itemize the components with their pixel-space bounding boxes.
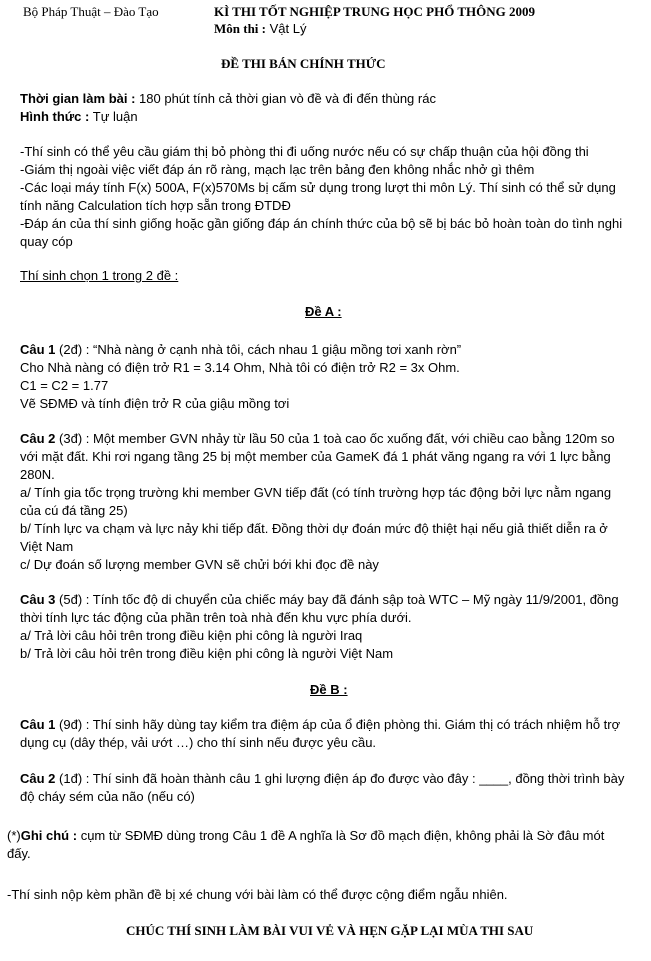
question-text: dụng cụ (dây thép, vải ướt …) cho thí sinh nếu được yêu cầu. xyxy=(20,735,377,750)
extra-rule: -Thí sinh nộp kèm phần đề bị xé chung với bài làm có thể được cộng điểm ngẫu nhiên. xyxy=(7,887,508,902)
de-a-question-1 xyxy=(20,341,640,413)
footnote-text: đấy. xyxy=(7,846,31,861)
question-label: Câu 2 xyxy=(20,431,56,446)
rule-line: -Thí sinh có thể yêu cầu giám thị bỏ phòng thi đi uống nước nếu có sự chấp thuận của hội đồng thi xyxy=(20,144,589,159)
question-text: c/ Dự đoán số lượng member GVN sẽ chửi bới khi đọc đề này xyxy=(20,557,379,572)
question-text: C1 = C2 = 1.77 xyxy=(20,378,109,393)
rule-line: -Giám thị ngoài việc viết đáp án rõ ràng, mạch lạc trên bảng đen không nhắc nhở gì thêm xyxy=(20,162,535,177)
question-label: Câu 2 xyxy=(20,771,56,786)
rule-line: -Đáp án của thí sinh giống hoặc gần giống đáp án chính thức của bộ sẽ bị bác bỏ hoàn toàn do tình nghi xyxy=(20,216,623,231)
question-points: (9đ) : xyxy=(59,717,90,732)
format-line xyxy=(20,108,640,126)
de-b-question-1 xyxy=(20,716,640,752)
time-value: 180 phút tính cả thời gian vò đề và đi đến thùng rác xyxy=(139,91,436,106)
question-text: Thí sinh hãy dùng tay kiểm tra điệm áp của ổ điện phòng thi. Giám thị có trách nhiệm hỗ trợ xyxy=(92,717,621,732)
question-text: của cú đá tầng 25) xyxy=(20,503,128,518)
question-text: Vẽ SĐMĐ và tính điện trở R của giậu mồng tơi xyxy=(20,396,290,411)
subject-value: Vật Lý xyxy=(269,21,307,36)
question-text: “Nhà nàng ở cạnh nhà tôi, cách nhau 1 giậu mồng tơi xanh rờn” xyxy=(93,342,462,357)
format-label: Hình thức : xyxy=(20,109,90,124)
de-a-question-2 xyxy=(20,430,640,574)
format-value: Tự luận xyxy=(92,109,138,124)
official-heading: ĐỀ THI BÁN CHÍNH THỨC xyxy=(221,56,386,71)
question-text: b/ Tính lực va chạm và lực nảy khi tiếp đất. Đồng thời dự đoán mức độ thiệt hại nếu giả thiết diễn ra ở xyxy=(20,521,608,536)
question-text: Tính tốc độ di chuyển của chiếc máy bay đã đánh sập toà WTC – Mỹ ngày 11/9/2001, đồng xyxy=(92,592,619,607)
question-points: (3đ) : xyxy=(59,431,90,446)
question-points: (2đ) : xyxy=(59,342,90,357)
subject-label: Môn thi : xyxy=(214,21,266,36)
footnote-marker: (*) xyxy=(7,828,21,843)
de-a-question-3 xyxy=(20,591,640,663)
footnote xyxy=(7,827,647,863)
question-text: độ cháy sém của não (nếu có) xyxy=(20,789,195,804)
question-text: a/ Trả lời câu hỏi trên trong điều kiện phi công là người Iraq xyxy=(20,628,363,643)
exam-meta xyxy=(20,90,640,126)
question-label: Câu 1 xyxy=(20,717,56,732)
de-b-title: Đề B : xyxy=(310,682,348,697)
ministry-name: Bộ Pháp Thuật – Đào Tạo xyxy=(23,4,159,19)
de-b-question-2 xyxy=(20,770,640,806)
question-text: a/ Tính gia tốc trọng trường khi member GVN tiếp đất (có tính trường hợp tác động bởi lực nằm ngang xyxy=(20,485,612,500)
rule-line: quay cóp xyxy=(20,234,73,249)
choose-instruction: Thí sinh chọn 1 trong 2 đề : xyxy=(20,268,179,283)
question-text: với mặt đất. Khi rơi ngang tầng 25 bị một member của GameK đá 1 phát văng ngang ra với 1 lực bằng xyxy=(20,449,611,464)
question-label: Câu 1 xyxy=(20,342,56,357)
question-text: Việt Nam xyxy=(20,539,74,554)
question-text: Thí sinh đã hoàn thành câu 1 ghi lượng điện áp đo được vào đây : ____, đồng thời trình bày xyxy=(92,771,625,786)
exam-title: KÌ THI TỐT NGHIỆP TRUNG HỌC PHỔ THÔNG 2009 xyxy=(214,4,535,19)
time-line xyxy=(20,90,640,108)
time-label: Thời gian làm bài : xyxy=(20,91,136,106)
question-points: (5đ) : xyxy=(59,592,90,607)
closing-message: CHÚC THÍ SINH LÀM BÀI VUI VẺ VÀ HẸN GẶP LẠI MÙA THI SAU xyxy=(126,923,534,938)
question-text: Cho Nhà nàng có điện trở R1 = 3.14 Ohm, Nhà tôi có điện trở R2 = 3x Ohm. xyxy=(20,360,460,375)
subject-line xyxy=(214,20,306,38)
footnote-text: cụm từ SĐMĐ dùng trong Câu 1 đề A nghĩa là Sơ đồ mạch điện, không phải là Sờ đâu mót xyxy=(80,828,605,843)
rule-line: tính năng Calculation tích hợp sẵn trong ĐTDĐ xyxy=(20,198,291,213)
question-label: Câu 3 xyxy=(20,592,56,607)
rules-block xyxy=(20,143,640,251)
question-points: (1đ) : xyxy=(59,771,90,786)
question-text: Một member GVN nhảy từ lầu 50 của 1 toà cao ốc xuống đất, với chiều cao bằng 120m so xyxy=(93,431,615,446)
footnote-label: Ghi chú : xyxy=(20,828,78,843)
question-text: thời tính lực tác động của phần trên toà nhà đến khu vực phía dưới. xyxy=(20,610,412,625)
question-text: 280N. xyxy=(20,467,55,482)
de-a-title: Đề A : xyxy=(305,304,342,319)
question-text: b/ Trả lời câu hỏi trên trong điều kiện phi công là người Việt Nam xyxy=(20,646,394,661)
rule-line: -Các loại máy tính F(x) 500A, F(x)570Ms bị cấm sử dụng trong lượt thi môn Lý. Thí sinh có thể sử dụng xyxy=(20,180,616,195)
